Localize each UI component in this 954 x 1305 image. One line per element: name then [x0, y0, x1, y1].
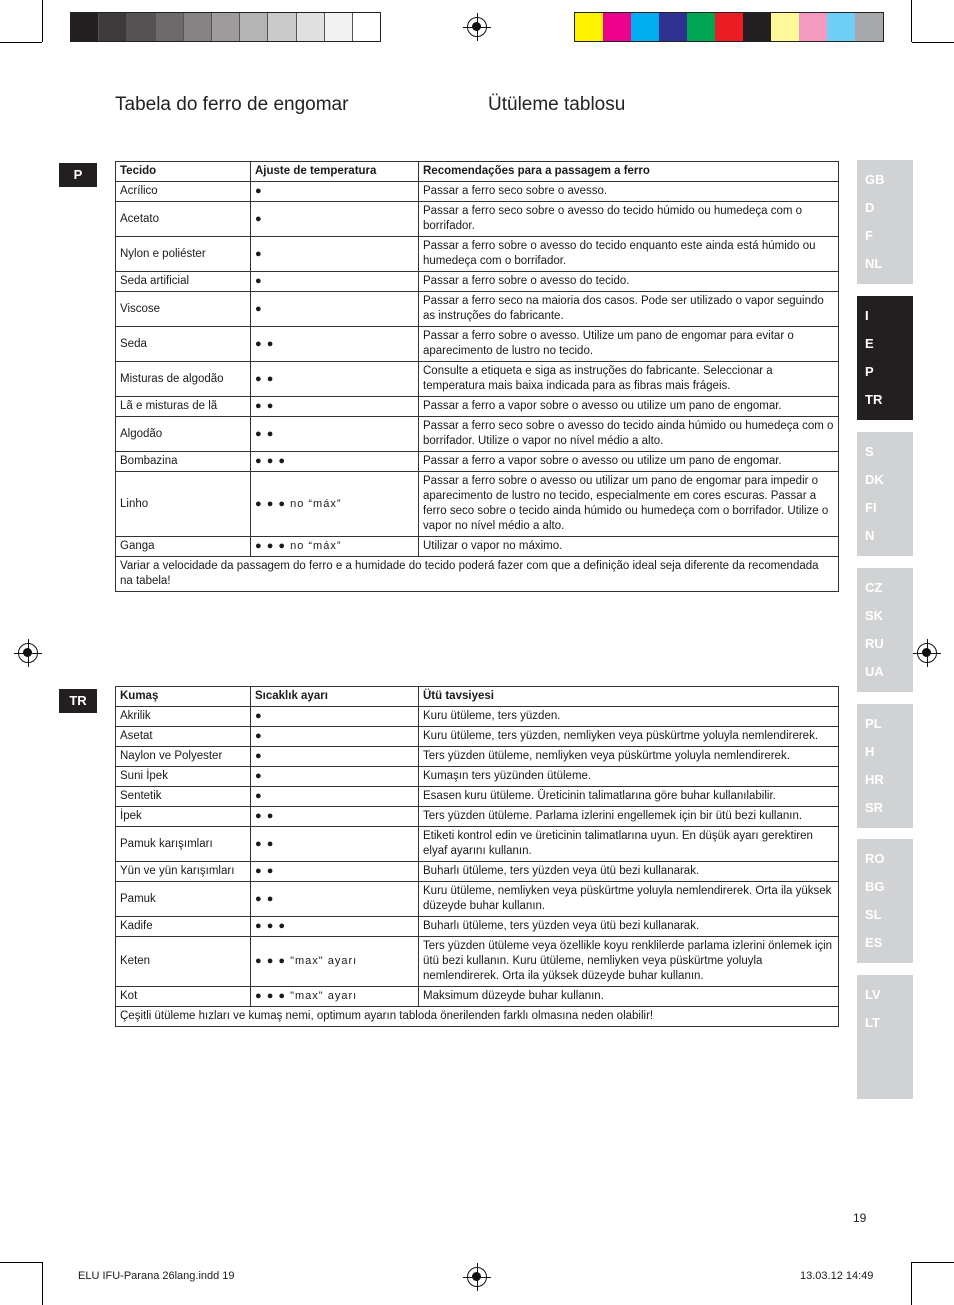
- sidebar-group: [857, 704, 913, 828]
- sidebar-language-gb: GB: [865, 172, 885, 187]
- advice-cell: Passar a ferro seco sobre o avesso do tecido ainda húmido ou humedeça com o borrifador. Utilize o vapor no nível médio a alto.: [419, 417, 839, 452]
- fabric-cell: Asetat: [116, 727, 251, 747]
- table-row: [116, 882, 839, 917]
- sidebar-language-ro: RO: [865, 851, 885, 866]
- sidebar-language-lv: LV: [865, 987, 881, 1002]
- sidebar-language-sk: SK: [865, 608, 884, 623]
- gray-swatch: [212, 13, 240, 41]
- fabric-cell: Bombazina: [116, 452, 251, 472]
- table-row: [116, 707, 839, 727]
- temperature-setting-cell: ● ●: [251, 807, 419, 827]
- fabric-cell: Acetato: [116, 202, 251, 237]
- temperature-setting-cell: ● ● ● "max" ayarı: [251, 987, 419, 1007]
- table-row: [116, 727, 839, 747]
- advice-cell: Ters yüzden ütüleme veya özellikle koyu renklilerde parlama izlerini önlemek için ütü bezi kullanın. Kuru ütüleme, nemliyken veya püskürtme yoluyla nemlendirerek. Orta ila yüksek düzeyde buhar kullanın.: [419, 937, 839, 987]
- fabric-cell: Pamuk: [116, 882, 251, 917]
- advice-cell: Passar a ferro a vapor sobre o avesso ou utilize um pano de engomar.: [419, 452, 839, 472]
- crop-mark: [42, 0, 43, 42]
- color-swatch: [575, 13, 603, 41]
- temperature-setting-cell: ●: [251, 292, 419, 327]
- temperature-setting-cell: ●: [251, 767, 419, 787]
- color-swatch: [771, 13, 799, 41]
- temperature-setting-cell: ●: [251, 272, 419, 292]
- sidebar-language-i: I: [865, 308, 869, 323]
- table-row: [116, 537, 839, 557]
- table-header-row: [116, 162, 839, 182]
- header-temperature: Sıcaklık ayarı: [251, 687, 419, 707]
- advice-cell: Passar a ferro sobre o avesso ou utilizar um pano de engomar para impedir o aparecimento de lustro no tecido, especialmente em cores escuras. Passar a ferro seco sobre o tecido ainda húmido ou humedeça com o borrifador. Utilize o vapor no nível médio a alto.: [419, 472, 839, 537]
- advice-cell: Passar a ferro seco na maioria dos casos. Pode ser utilizado o vapor seguindo as instruções do fabricante.: [419, 292, 839, 327]
- sidebar-language-f: F: [865, 228, 873, 243]
- sidebar-language-tr: TR: [865, 392, 883, 407]
- table-header-row: [116, 687, 839, 707]
- header-fabric: Kumaş: [116, 687, 251, 707]
- footer-timestamp: 13.03.12 14:49: [800, 1270, 874, 1282]
- temperature-setting-cell: ● ● ●: [251, 452, 419, 472]
- color-swatch: [603, 13, 631, 41]
- fabric-cell: Misturas de algodão: [116, 362, 251, 397]
- sidebar-language-p: P: [865, 364, 874, 379]
- fabric-cell: Akrilik: [116, 707, 251, 727]
- temperature-setting-cell: ●: [251, 787, 419, 807]
- table-row: [116, 327, 839, 362]
- sidebar-language-sr: SR: [865, 800, 884, 815]
- fabric-cell: Suni İpek: [116, 767, 251, 787]
- gray-swatch: [268, 13, 296, 41]
- table-row: [116, 987, 839, 1007]
- temperature-setting-cell: ●: [251, 237, 419, 272]
- temperature-setting-cell: ● ●: [251, 827, 419, 862]
- sidebar-language-sl: SL: [865, 907, 882, 922]
- sidebar-language-ru: RU: [865, 636, 884, 651]
- temperature-setting-cell: ●: [251, 707, 419, 727]
- gray-swatch: [127, 13, 155, 41]
- fabric-cell: Acrílico: [116, 182, 251, 202]
- sidebar-language-d: D: [865, 200, 875, 215]
- advice-cell: Passar a ferro sobre o avesso do tecido.: [419, 272, 839, 292]
- sidebar-language-fi: FI: [865, 500, 877, 515]
- table-row: [116, 237, 839, 272]
- sidebar-group: [857, 160, 913, 284]
- temperature-setting-cell: ●: [251, 182, 419, 202]
- advice-cell: Passar a ferro seco sobre o avesso.: [419, 182, 839, 202]
- fabric-cell: Yün ve yün karışımları: [116, 862, 251, 882]
- table-row: [116, 452, 839, 472]
- advice-cell: Consulte a etiqueta e siga as instruções do fabricante. Seleccionar a temperatura mais baixa indicada para as fibras mais frágeis.: [419, 362, 839, 397]
- sidebar-language-e: E: [865, 336, 874, 351]
- sidebar-language-dk: DK: [865, 472, 884, 487]
- color-swatch: [715, 13, 743, 41]
- sidebar-language-pl: PL: [865, 716, 882, 731]
- table-row: [116, 807, 839, 827]
- header-fabric: Tecido: [116, 162, 251, 182]
- sidebar-language-nl: NL: [865, 256, 883, 271]
- gray-swatch: [353, 13, 380, 41]
- temperature-setting-cell: ● ● ● no “máx”: [251, 472, 419, 537]
- gray-swatch: [297, 13, 325, 41]
- table-row: [116, 747, 839, 767]
- gray-swatch: [71, 13, 99, 41]
- fabric-cell: Naylon ve Polyester: [116, 747, 251, 767]
- table-row: [116, 472, 839, 537]
- advice-cell: Passar a ferro sobre o avesso. Utilize um pano de engomar para evitar o aparecimento de lustro no tecido.: [419, 327, 839, 362]
- temperature-setting-cell: ● ●: [251, 862, 419, 882]
- language-tab-p: P: [59, 163, 97, 187]
- footer-file-info: ELU IFU-Parana 26lang.indd 19: [78, 1270, 235, 1282]
- color-swatch: [799, 13, 827, 41]
- temperature-setting-cell: ●: [251, 727, 419, 747]
- advice-cell: Passar a ferro sobre o avesso do tecido enquanto este ainda está húmido ou humedeça com o borrifador.: [419, 237, 839, 272]
- fabric-cell: Algodão: [116, 417, 251, 452]
- crop-mark: [912, 1262, 954, 1263]
- crop-mark: [911, 0, 912, 42]
- table-row: [116, 417, 839, 452]
- fabric-cell: Pamuk karışımları: [116, 827, 251, 862]
- sidebar-language-cz: CZ: [865, 580, 883, 595]
- table-row: [116, 202, 839, 237]
- sidebar-language-s: S: [865, 444, 874, 459]
- gray-swatch: [325, 13, 353, 41]
- color-swatch: [743, 13, 771, 41]
- advice-cell: Kuru ütüleme, ters yüzden.: [419, 707, 839, 727]
- fabric-cell: Lã e misturas de lã: [116, 397, 251, 417]
- color-swatch: [687, 13, 715, 41]
- table-note-row: [116, 557, 839, 592]
- registration-mark-icon: [467, 17, 487, 37]
- sidebar-group: [857, 432, 913, 556]
- advice-cell: Buharlı ütüleme, ters yüzden veya ütü bezi kullanarak.: [419, 862, 839, 882]
- registration-mark-icon: [467, 1267, 487, 1287]
- advice-cell: Maksimum düzeyde buhar kullanın.: [419, 987, 839, 1007]
- fabric-cell: Nylon e poliéster: [116, 237, 251, 272]
- table-row: [116, 767, 839, 787]
- sidebar-language-bg: BG: [865, 879, 885, 894]
- temperature-setting-cell: ● ●: [251, 882, 419, 917]
- table-note: Çeşitli ütüleme hızları ve kumaş nemi, optimum ayarın tabloda önerilenden farklı olmasına neden olabilir!: [116, 1007, 839, 1027]
- gray-swatch: [184, 13, 212, 41]
- fabric-cell: Linho: [116, 472, 251, 537]
- fabric-cell: Viscose: [116, 292, 251, 327]
- ironing-table-turkish: [115, 686, 839, 1027]
- temperature-setting-cell: ● ●: [251, 397, 419, 417]
- advice-cell: Etiketi kontrol edin ve üreticinin talimatlarına uyun. En düşük ayarı gerektiren elyaf ayarını kullanın.: [419, 827, 839, 862]
- page-title-turkish: Ütüleme tablosu: [488, 94, 626, 115]
- fabric-cell: Seda artificial: [116, 272, 251, 292]
- language-tab-tr: TR: [59, 689, 97, 713]
- color-swatch: [855, 13, 883, 41]
- advice-cell: Passar a ferro seco sobre o avesso do tecido húmido ou humedeça com o borrifador.: [419, 202, 839, 237]
- temperature-setting-cell: ●: [251, 202, 419, 237]
- table-row: [116, 292, 839, 327]
- grayscale-calibration-bar: [70, 12, 381, 42]
- temperature-setting-cell: ● ● ● no “máx”: [251, 537, 419, 557]
- table-row: [116, 827, 839, 862]
- table-row: [116, 362, 839, 397]
- sidebar-language-n: N: [865, 528, 875, 543]
- temperature-setting-cell: ● ● ●: [251, 917, 419, 937]
- table-row: [116, 182, 839, 202]
- sidebar-language-es: ES: [865, 935, 883, 950]
- advice-cell: Kuru ütüleme, ters yüzden, nemliyken veya püskürtme yoluyla nemlendirerek.: [419, 727, 839, 747]
- gray-swatch: [156, 13, 184, 41]
- sidebar-language-ua: UA: [865, 664, 884, 679]
- sidebar-group: [857, 975, 913, 1099]
- gray-swatch: [99, 13, 127, 41]
- crop-mark: [911, 1262, 912, 1305]
- page-number: 19: [853, 1211, 867, 1225]
- crop-mark: [0, 1262, 42, 1263]
- gray-swatch: [240, 13, 268, 41]
- fabric-cell: Kot: [116, 987, 251, 1007]
- page-title-portuguese: Tabela do ferro de engomar: [115, 94, 349, 115]
- fabric-cell: İpek: [116, 807, 251, 827]
- advice-cell: Ters yüzden ütüleme. Parlama izlerini engellemek için bir ütü bezi kullanın.: [419, 807, 839, 827]
- advice-cell: Esasen kuru ütüleme. Üreticinin talimatlarına göre buhar kullanılabilir.: [419, 787, 839, 807]
- temperature-setting-cell: ● ●: [251, 417, 419, 452]
- sidebar-group-active: [857, 296, 913, 420]
- registration-mark-icon: [18, 643, 38, 663]
- header-advice: Recomendações para a passagem a ferro: [419, 162, 839, 182]
- advice-cell: Ters yüzden ütüleme, nemliyken veya püskürtme yoluyla nemlendirerek.: [419, 747, 839, 767]
- table-row: [116, 397, 839, 417]
- fabric-cell: Seda: [116, 327, 251, 362]
- color-swatch: [631, 13, 659, 41]
- registration-mark-icon: [917, 643, 937, 663]
- crop-mark: [912, 42, 954, 43]
- fabric-cell: Sentetik: [116, 787, 251, 807]
- header-temperature: Ajuste de temperatura: [251, 162, 419, 182]
- advice-cell: Buharlı ütüleme, ters yüzden veya ütü bezi kullanarak.: [419, 917, 839, 937]
- table-row: [116, 937, 839, 987]
- sidebar-language-hr: HR: [865, 772, 884, 787]
- crop-mark: [0, 42, 42, 43]
- crop-mark: [42, 1262, 43, 1305]
- color-swatch: [659, 13, 687, 41]
- temperature-setting-cell: ● ●: [251, 362, 419, 397]
- fabric-cell: Ganga: [116, 537, 251, 557]
- table-note-row: [116, 1007, 839, 1027]
- advice-cell: Passar a ferro a vapor sobre o avesso ou utilize um pano de engomar.: [419, 397, 839, 417]
- temperature-setting-cell: ● ● ● "max" ayarı: [251, 937, 419, 987]
- fabric-cell: Keten: [116, 937, 251, 987]
- sidebar-language-h: H: [865, 744, 875, 759]
- temperature-setting-cell: ● ●: [251, 327, 419, 362]
- color-swatch: [827, 13, 855, 41]
- fabric-cell: Kadife: [116, 917, 251, 937]
- color-calibration-bar: [574, 12, 884, 42]
- advice-cell: Utilizar o vapor no máximo.: [419, 537, 839, 557]
- ironing-table-portuguese: [115, 161, 839, 592]
- sidebar-group: [857, 568, 913, 692]
- advice-cell: Kumaşın ters yüzünden ütüleme.: [419, 767, 839, 787]
- sidebar-group: [857, 839, 913, 963]
- sidebar-language-lt: LT: [865, 1015, 880, 1030]
- temperature-setting-cell: ●: [251, 747, 419, 767]
- table-row: [116, 917, 839, 937]
- table-note: Variar a velocidade da passagem do ferro e a humidade do tecido poderá fazer com que a definição ideal seja diferente da recomendada na tabela!: [116, 557, 839, 592]
- table-row: [116, 272, 839, 292]
- table-row: [116, 862, 839, 882]
- advice-cell: Kuru ütüleme, nemliyken veya püskürtme yoluyla nemlendirerek. Orta ila yüksek düzeyde buhar kullanın.: [419, 882, 839, 917]
- header-advice: Ütü tavsiyesi: [419, 687, 839, 707]
- table-row: [116, 787, 839, 807]
